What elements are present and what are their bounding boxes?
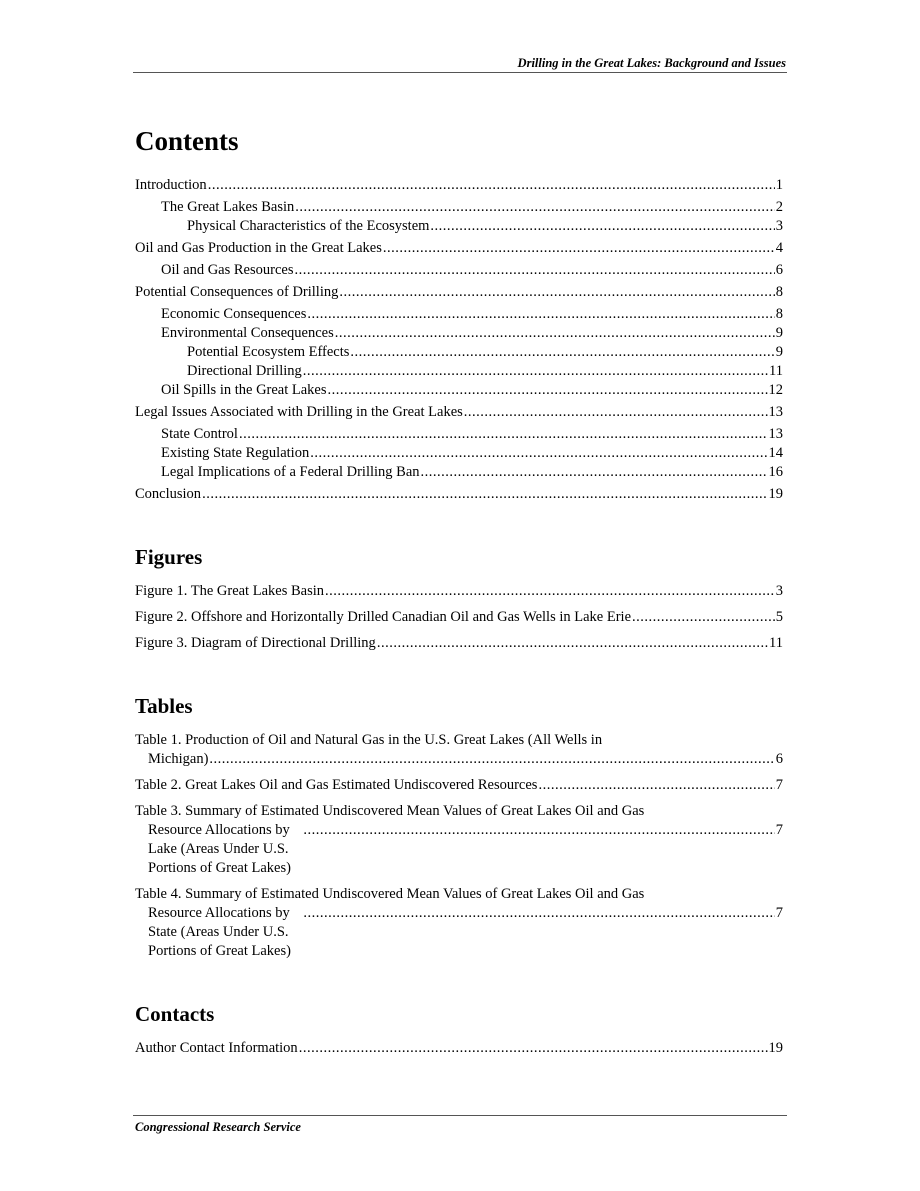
figure-entry[interactable] — [135, 634, 783, 653]
figure-entry-page: 3 — [775, 583, 783, 599]
toc-entry[interactable] — [135, 261, 783, 280]
toc-entry[interactable] — [135, 217, 783, 236]
contact-entry-title: Author Contact Information — [135, 1040, 298, 1056]
table-entry[interactable] — [135, 802, 783, 878]
leader-dots — [430, 217, 774, 236]
table-entry-page: 7 — [775, 822, 783, 838]
toc-entry-page: 13 — [768, 404, 783, 420]
table-entry-page: 6 — [775, 751, 783, 767]
toc-entry-page: 1 — [775, 177, 783, 193]
toc-entry-page: 3 — [775, 218, 783, 234]
leader-dots — [310, 444, 767, 463]
table-entry-title: Table 3. Summary of Estimated Undiscovered Mean Values of Great Lakes Oil and Gas — [135, 803, 645, 819]
leader-dots — [208, 176, 775, 195]
leader-dots — [209, 750, 774, 769]
leader-dots — [294, 261, 774, 280]
toc-entry[interactable] — [135, 176, 783, 195]
toc-entry-title: Physical Characteristics of the Ecosystem — [187, 218, 430, 234]
toc-entry[interactable] — [135, 485, 783, 504]
toc-entry-page: 12 — [768, 382, 783, 398]
table-entry-page: 7 — [775, 905, 783, 921]
toc-entry-page: 8 — [775, 306, 783, 322]
table-entry-title: Table 4. Summary of Estimated Undiscovered Mean Values of Great Lakes Oil and Gas — [135, 886, 645, 902]
toc-entry[interactable] — [135, 463, 783, 482]
leader-dots — [303, 904, 774, 923]
toc-entry[interactable] — [135, 444, 783, 463]
figure-entry-title: Figure 1. The Great Lakes Basin — [135, 583, 324, 599]
figure-entry-title: Figure 3. Diagram of Directional Drilling — [135, 635, 376, 651]
toc-entry-page: 13 — [768, 426, 783, 442]
toc-entry[interactable] — [135, 381, 783, 400]
toc-entry-title: Potential Consequences of Drilling — [135, 284, 339, 300]
toc-entry-page: 16 — [768, 464, 783, 480]
toc-entry-title: Environmental Consequences — [161, 325, 334, 341]
toc-entry-title: Oil and Gas Resources — [161, 262, 294, 278]
figure-entry[interactable] — [135, 582, 783, 601]
toc-entry-page: 19 — [768, 486, 783, 502]
contacts-heading: Contacts — [135, 1002, 215, 1026]
toc-entry[interactable] — [135, 403, 783, 422]
toc-entry-page: 8 — [775, 284, 783, 300]
figure-entry[interactable] — [135, 608, 783, 627]
toc-body — [135, 124, 783, 1058]
tables-list — [135, 731, 783, 961]
leader-dots — [239, 425, 768, 444]
leader-dots — [303, 821, 774, 840]
leader-dots — [383, 239, 775, 258]
leader-dots — [307, 305, 774, 324]
toc-entry[interactable] — [135, 324, 783, 343]
table-entry-title: Table 2. Great Lakes Oil and Gas Estimated Undiscovered Resources — [135, 777, 538, 793]
toc-entry[interactable] — [135, 343, 783, 362]
running-header: Drilling in the Great Lakes: Background and Issues — [517, 56, 786, 70]
leader-dots — [299, 1039, 768, 1058]
toc-entry-title: Existing State Regulation — [161, 445, 310, 461]
header-rule — [133, 72, 787, 73]
figure-entry-page: 11 — [769, 635, 783, 651]
toc-entry-title: Oil and Gas Production in the Great Lakes — [135, 240, 382, 256]
table-entry-page: 7 — [775, 777, 783, 793]
toc-entry[interactable] — [135, 362, 783, 381]
toc-entry[interactable] — [135, 425, 783, 444]
leader-dots — [335, 324, 775, 343]
toc-entry[interactable] — [135, 283, 783, 302]
toc-entry-title: Potential Ecosystem Effects — [187, 344, 350, 360]
figure-entry-title: Figure 2. Offshore and Horizontally Drilled Canadian Oil and Gas Wells in Lake Erie — [135, 609, 632, 625]
toc-entry-page: 14 — [768, 445, 783, 461]
leader-dots — [350, 343, 774, 362]
leader-dots — [421, 463, 768, 482]
leader-dots — [464, 403, 768, 422]
contacts-list — [135, 1039, 783, 1058]
contents-list — [135, 176, 783, 504]
toc-entry-title: Economic Consequences — [161, 306, 307, 322]
leader-dots — [303, 362, 768, 381]
toc-entry-title: The Great Lakes Basin — [161, 199, 295, 215]
leader-dots — [339, 283, 774, 302]
toc-entry-title: Conclusion — [135, 486, 202, 502]
leader-dots — [202, 485, 767, 504]
toc-entry-title: Oil Spills in the Great Lakes — [161, 382, 327, 398]
toc-entry-title: State Control — [161, 426, 238, 442]
leader-dots — [328, 381, 768, 400]
leader-dots — [632, 608, 775, 627]
toc-entry-page: 9 — [775, 344, 783, 360]
toc-entry-title: Legal Issues Associated with Drilling in the Great Lakes — [135, 404, 463, 420]
toc-entry-title: Legal Implications of a Federal Drilling Ban — [161, 464, 420, 480]
toc-entry[interactable] — [135, 198, 783, 217]
toc-entry-page: 4 — [775, 240, 783, 256]
footer-rule — [133, 1115, 787, 1116]
toc-entry-page: 2 — [775, 199, 783, 215]
figures-heading: Figures — [135, 545, 203, 569]
contact-entry[interactable] — [135, 1039, 783, 1058]
toc-entry-title: Directional Drilling — [187, 363, 302, 379]
footer-text: Congressional Research Service — [135, 1120, 301, 1134]
toc-entry[interactable] — [135, 305, 783, 324]
leader-dots — [295, 198, 774, 217]
leader-dots — [377, 634, 768, 653]
table-entry[interactable] — [135, 885, 783, 961]
toc-entry[interactable] — [135, 239, 783, 258]
figures-list — [135, 582, 783, 653]
table-entry-title-cont: Resource Allocations by Lake (Areas Under U.S. Portions of Great Lakes) — [148, 822, 291, 876]
contact-entry-page: 19 — [768, 1040, 783, 1056]
table-entry[interactable] — [135, 776, 783, 795]
contents-heading: Contents — [135, 126, 239, 156]
table-entry-title-cont: Michigan) — [148, 751, 209, 767]
toc-entry-title: Introduction — [135, 177, 207, 193]
toc-entry-page: 9 — [775, 325, 783, 341]
tables-heading: Tables — [135, 694, 193, 718]
figure-entry-page: 5 — [775, 609, 783, 625]
toc-entry-page: 6 — [775, 262, 783, 278]
table-entry-title: Table 1. Production of Oil and Natural Gas in the U.S. Great Lakes (All Wells in — [135, 732, 603, 748]
table-entry[interactable] — [135, 731, 783, 769]
table-entry-title-cont: Resource Allocations by State (Areas Under U.S. Portions of Great Lakes) — [148, 905, 291, 959]
leader-dots — [325, 582, 775, 601]
leader-dots — [538, 776, 774, 795]
toc-entry-page: 11 — [769, 363, 783, 379]
